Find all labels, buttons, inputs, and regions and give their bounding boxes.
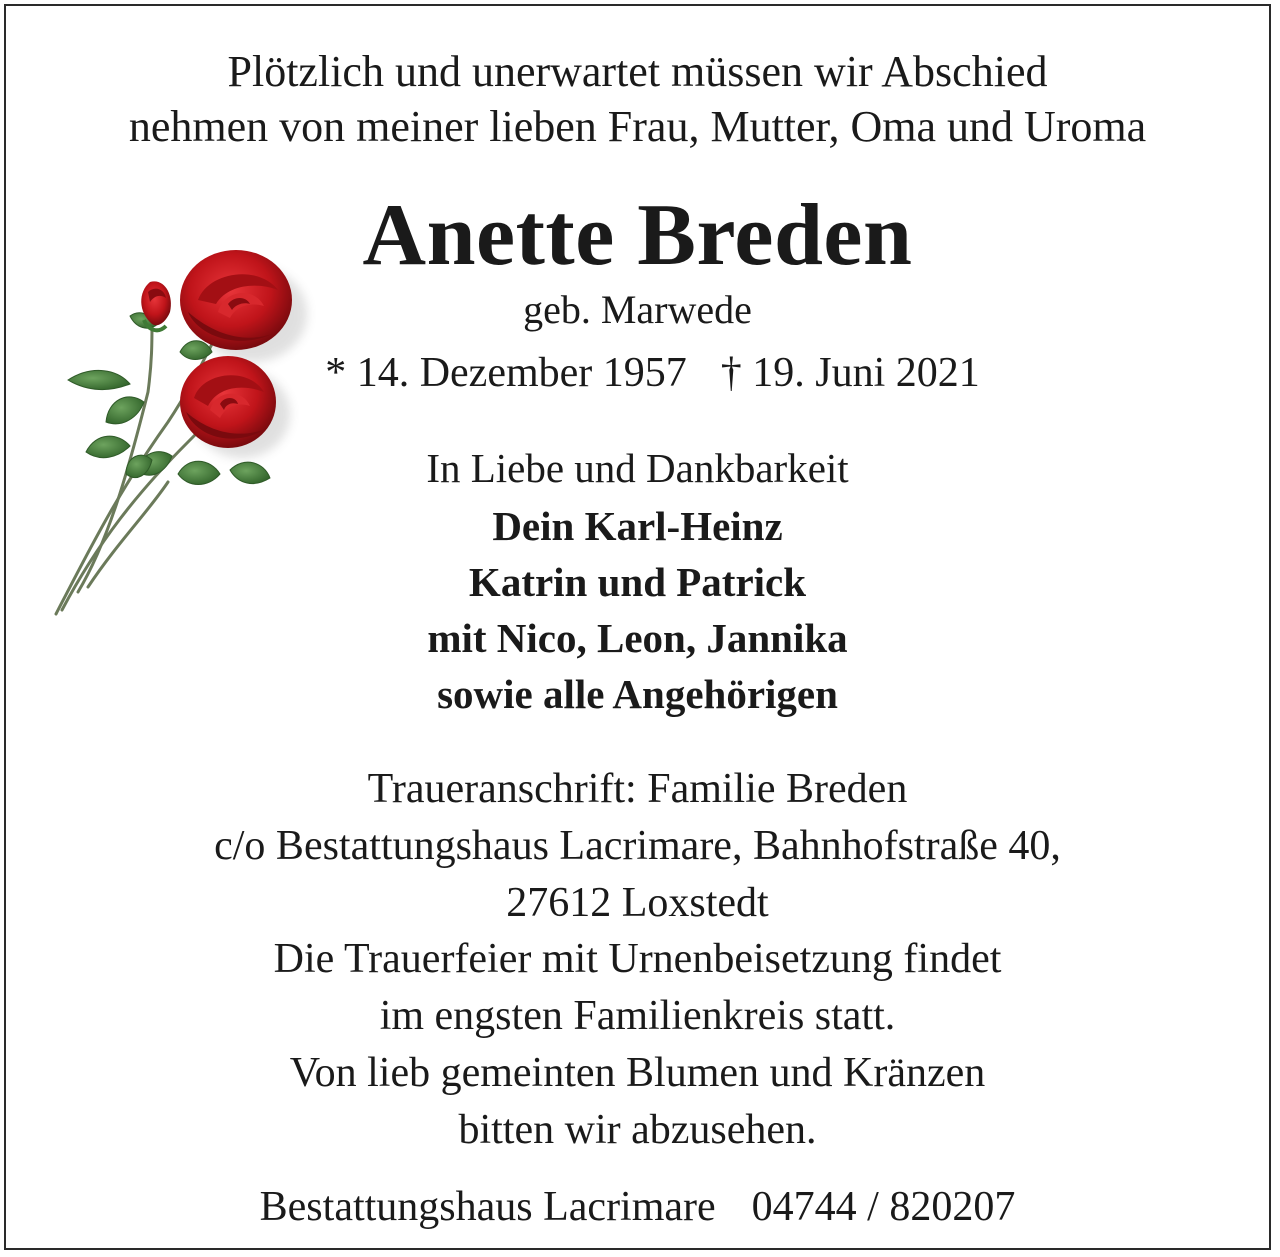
intro-line-2: nehmen von meiner lieben Frau, Mutter, Oma und Uroma (128, 102, 1147, 151)
deceased-name: Anette Breden (362, 187, 913, 284)
dedication-line: In Liebe und Dankbarkeit (426, 445, 849, 491)
ceremony-line-1: Die Trauerfeier mit Urnenbeisetzung findet (273, 936, 1002, 982)
undertaker-phone: 04744 / 820207 (751, 1184, 1016, 1230)
mourner-line-3: mit Nico, Leon, Jannika (427, 615, 848, 661)
footer-line (6, 1186, 1269, 1228)
birth-date: * 14. Dezember 1957 (325, 350, 687, 396)
red-roses-icon (48, 242, 318, 622)
death-date: † 19. Juni 2021 (720, 350, 980, 396)
ceremony-line-2: im engsten Familienkreis statt. (379, 993, 896, 1039)
intro-line-1: Plötzlich und unerwartet müssen wir Abschied (227, 47, 1048, 96)
address-line-1: Traueranschrift: Familie Breden (367, 766, 908, 812)
mourner-line-1: Dein Karl-Heinz (492, 503, 783, 549)
mourner-line-4: sowie alle Angehörigen (437, 671, 838, 717)
address-line-2: c/o Bestattungshaus Lacrimare, Bahnhofstraße 40, (214, 823, 1061, 869)
undertaker-name: Bestattungshaus Lacrimare (259, 1184, 716, 1230)
ceremony-line-4: bitten wir abzusehen. (458, 1107, 817, 1153)
mourner-line-2: Katrin und Patrick (468, 559, 807, 605)
obituary-notice (4, 4, 1271, 1250)
birth-name: geb. Marwede (523, 287, 752, 332)
address-line-3: 27612 Loxstedt (506, 880, 769, 926)
ceremony-line-3: Von lieb gemeinten Blumen und Kränzen (289, 1050, 986, 1096)
